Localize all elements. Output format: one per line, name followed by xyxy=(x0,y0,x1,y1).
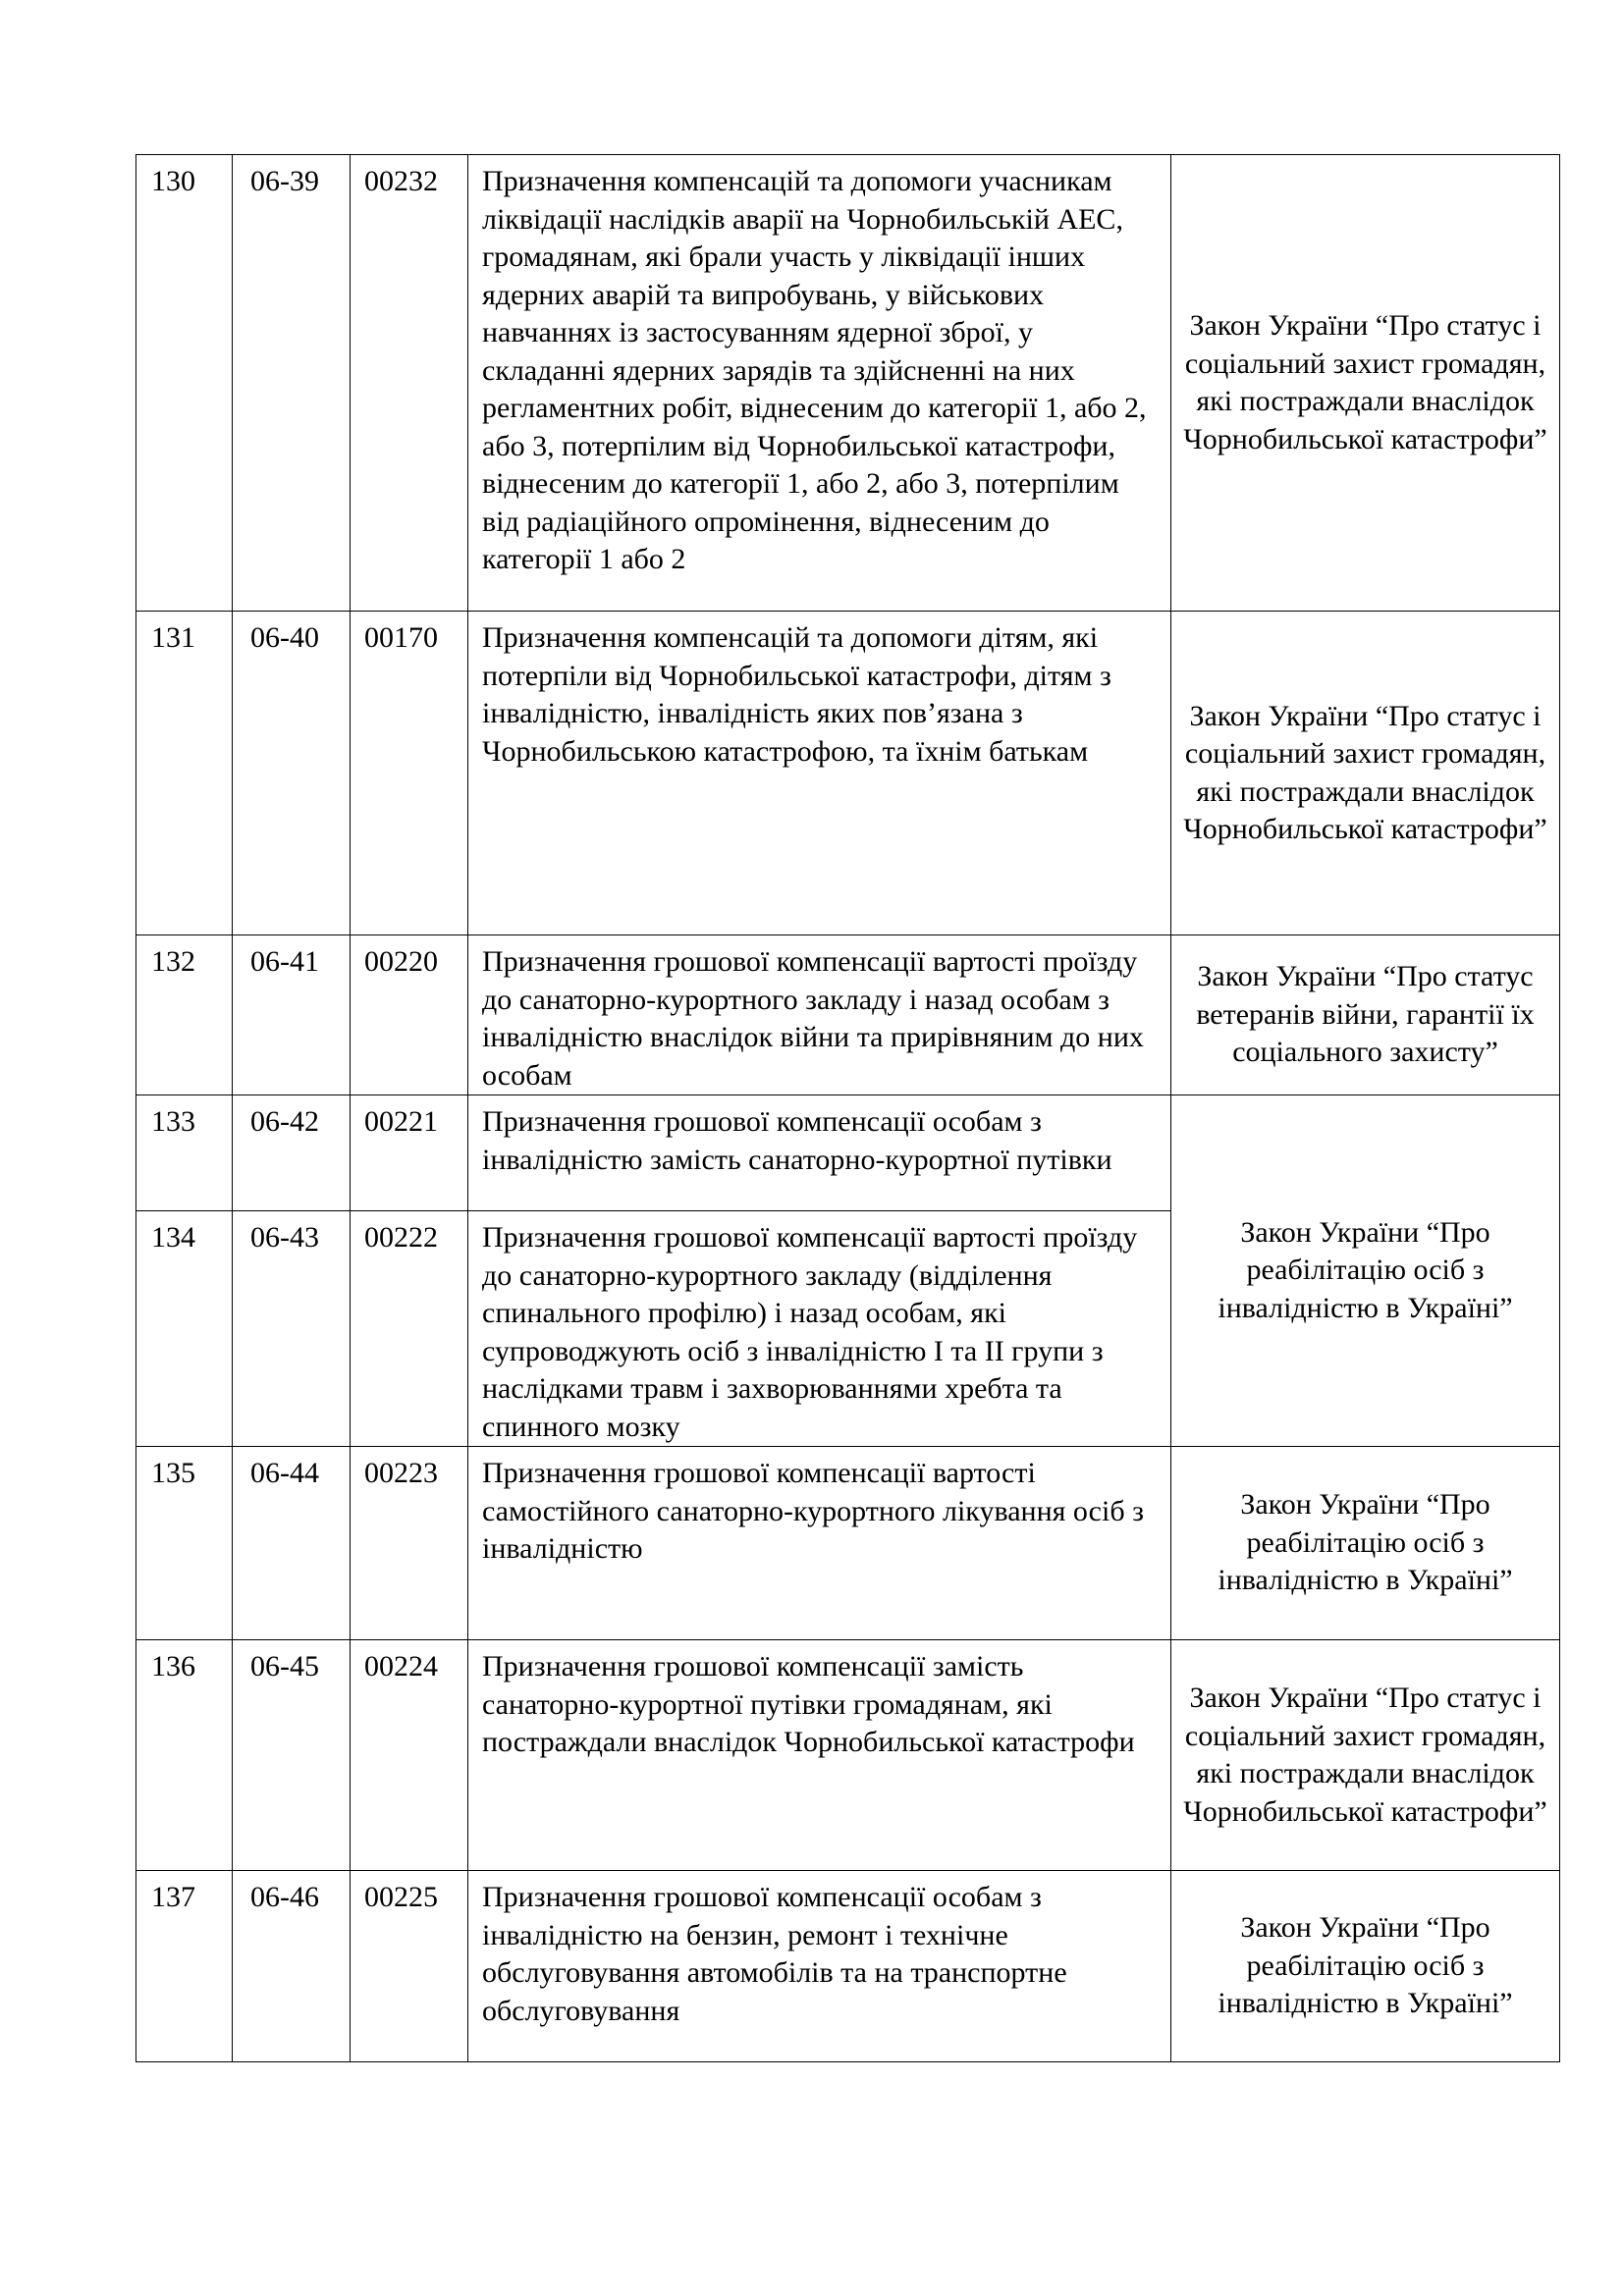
law-reference xyxy=(1171,1871,1560,2062)
row-description xyxy=(468,935,1171,1095)
row-description xyxy=(468,155,1171,612)
row-service-id: 00222 xyxy=(351,1211,468,1447)
row-code: 06-41 xyxy=(233,935,351,1095)
table-row xyxy=(136,1095,1560,1211)
table-row xyxy=(136,1447,1560,1640)
table-row xyxy=(136,1640,1560,1871)
row-description xyxy=(468,1095,1171,1211)
row-number: 134 xyxy=(136,1211,233,1447)
row-number: 137 xyxy=(136,1871,233,2062)
row-code: 06-45 xyxy=(233,1640,351,1871)
row-code: 06-46 xyxy=(233,1871,351,2062)
law-text: Закон України “Про реабілітацію осіб з інвалідністю в Україні” xyxy=(1218,1911,1513,2020)
row-code: 06-44 xyxy=(233,1447,351,1640)
row-service-id: 00232 xyxy=(351,155,468,612)
row-description xyxy=(468,612,1171,935)
law-text: Закон України “Про реабілітацію осіб з інвалідністю в Україні” xyxy=(1218,1488,1513,1597)
table-row xyxy=(136,935,1560,1095)
row-code: 06-40 xyxy=(233,612,351,935)
row-service-id: 00223 xyxy=(351,1447,468,1640)
table-row xyxy=(136,612,1560,935)
row-description xyxy=(468,1640,1171,1871)
description-text: Призначення грошової компенсації вартості проїзду до санаторно-курортного закладу і назад особам з інвалідністю внаслідок війни та прирівняним до них особам xyxy=(482,945,1144,1092)
services-table xyxy=(135,154,1560,2062)
law-reference xyxy=(1171,612,1560,935)
description-text: Призначення грошової компенсації замість санаторно-курортної путівки громадянам, які постраждали внаслідок Чорнобильської катастрофи xyxy=(482,1650,1135,1758)
law-text: Закон України “Про статус і соціальний захист громадян, які постраждали внаслідок Чорнобильської катастрофи” xyxy=(1183,699,1547,845)
law-text: Закон України “Про статус і соціальний захист громадян, які постраждали внаслідок Чорнобильської катастрофи” xyxy=(1183,309,1547,455)
row-service-id: 00220 xyxy=(351,935,468,1095)
row-description xyxy=(468,1211,1171,1447)
law-reference xyxy=(1171,935,1560,1095)
row-service-id: 00225 xyxy=(351,1871,468,2062)
row-code: 06-42 xyxy=(233,1095,351,1211)
table-row xyxy=(136,155,1560,612)
description-text: Призначення грошової компенсації особам з інвалідністю замість санаторно-курортної путівки xyxy=(482,1105,1112,1176)
description-text: Призначення компенсацій та допомоги дітям, які потерпіли від Чорнобильської катастрофи, дітям з інвалідністю, інвалідність яких пов’язана з Чорнобильською катастрофою, та їхнім батькам xyxy=(482,621,1111,768)
row-number: 136 xyxy=(136,1640,233,1871)
law-text: Закон України “Про статус і соціальний захист громадян, які постраждали внаслідок Чорнобильської катастрофи” xyxy=(1183,1682,1547,1828)
table-row xyxy=(136,1871,1560,2062)
law-reference xyxy=(1171,155,1560,612)
law-text: Закон України “Про статус ветеранів війни, гарантії їх соціального захисту” xyxy=(1196,960,1535,1069)
law-reference xyxy=(1171,1095,1560,1447)
row-code: 06-39 xyxy=(233,155,351,612)
law-reference xyxy=(1171,1640,1560,1871)
row-number: 135 xyxy=(136,1447,233,1640)
description-text: Призначення грошової компенсації особам з інвалідністю на бензин, ремонт і технічне обслуговування автомобілів та на транспортне обслуговування xyxy=(482,1881,1067,2027)
description-text: Призначення компенсацій та допомоги учасникам ліквідації наслідків аварії на Чорнобильській АЕС, громадянам, які брали участь у ліквідації інших ядерних аварій та випробувань, у військових навчаннях із застосуванням ядерної зброї, у складанні ядерних зарядів та здійсненні на них регламентних робіт, віднесеним до категорії 1, або 2, або 3, потерпілим від Чорнобильської катастрофи, віднесеним до категорії 1, або 2, або 3, потерпілим від радіаційного опромінення, віднесеним до категорії 1 або 2 xyxy=(482,165,1147,575)
row-service-id: 00221 xyxy=(351,1095,468,1211)
law-reference xyxy=(1171,1447,1560,1640)
row-service-id: 00170 xyxy=(351,612,468,935)
row-number: 130 xyxy=(136,155,233,612)
row-number: 132 xyxy=(136,935,233,1095)
row-description xyxy=(468,1871,1171,2062)
row-code: 06-43 xyxy=(233,1211,351,1447)
law-text: Закон України “Про реабілітацію осіб з інвалідністю в Україні” xyxy=(1218,1215,1513,1324)
row-service-id: 00224 xyxy=(351,1640,468,1871)
description-text: Призначення грошової компенсації вартості проїзду до санаторно-курортного закладу (відділення спинального профілю) і назад особам, які супроводжують осіб з інвалідністю I та II групи з наслідками травм і захворюваннями хребта та спинного мозку xyxy=(482,1221,1138,1443)
row-number: 131 xyxy=(136,612,233,935)
row-description xyxy=(468,1447,1171,1640)
description-text: Призначення грошової компенсації вартості самостійного санаторно-курортного лікування осіб з інвалідністю xyxy=(482,1457,1144,1565)
row-number: 133 xyxy=(136,1095,233,1211)
